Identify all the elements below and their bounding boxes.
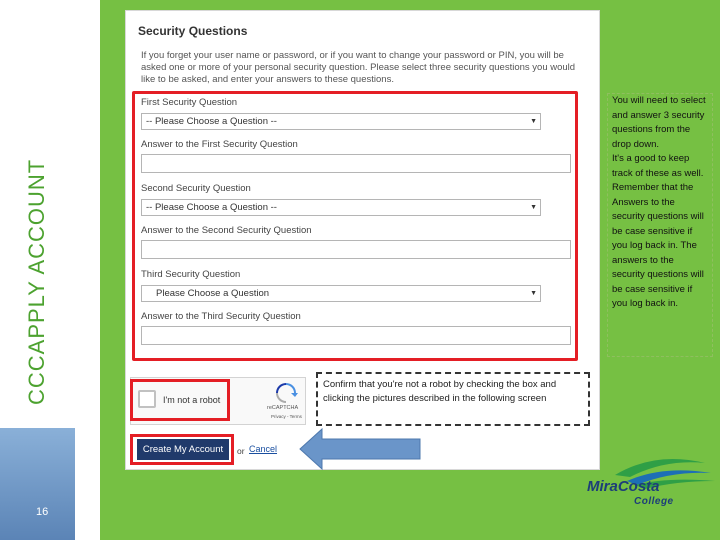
- chevron-down-icon: ▼: [530, 290, 537, 297]
- recaptcha-label: I'm not a robot: [163, 395, 221, 405]
- second-question-label: Second Security Question: [141, 183, 251, 194]
- first-question-select-value: -- Please Choose a Question --: [146, 116, 277, 127]
- page-number: 16: [36, 506, 49, 518]
- side-note: [607, 93, 713, 357]
- second-answer-label: Answer to the Second Security Question: [141, 225, 312, 236]
- create-account-button[interactable]: Create My Account: [137, 439, 229, 460]
- form-title: Security Questions: [138, 24, 248, 38]
- form-intro-text: If you forget your user name or password, or if you want to change your password or PIN, you will be asked one or more of your personal security question. Please select three security questions you would like to be asked, and enter your answers to these questions.: [141, 50, 576, 85]
- second-question-select-value: -- Please Choose a Question --: [146, 202, 277, 213]
- second-answer-input[interactable]: [141, 240, 571, 259]
- second-question-select[interactable]: [141, 199, 541, 216]
- first-question-select[interactable]: [141, 113, 541, 130]
- recaptcha-logo-icon: [274, 383, 298, 403]
- recaptcha-links[interactable]: Privacy - Terms: [271, 414, 302, 419]
- logo-text-miracosta: MiraCosta: [587, 478, 660, 495]
- third-answer-label: Answer to the Third Security Question: [141, 311, 301, 322]
- or-separator: or: [237, 446, 245, 456]
- chevron-down-icon: ▼: [530, 118, 537, 125]
- vertical-slide-title: CCCAPPLY ACCOUNT: [24, 158, 49, 405]
- side-note-paragraph: You will need to select and answer 3 security questions from the drop down.: [612, 95, 706, 150]
- captcha-callout: Confirm that you're not a robot by checking the box and clicking the pictures described in the following screen: [316, 372, 590, 426]
- third-answer-input[interactable]: [141, 326, 571, 345]
- recaptcha-brand: reCAPTCHA: [267, 405, 299, 411]
- page-number-bar: [0, 428, 75, 540]
- cancel-link[interactable]: Cancel: [249, 444, 278, 454]
- side-note-paragraph: It's a good to keep track of these as well. Remember that the Answers to the security questions will be case sensitive if you log back in. The answers to the security questions will be case sensitive if you log back in.: [612, 153, 704, 309]
- chevron-down-icon: ▼: [530, 204, 537, 211]
- left-arrow-icon: [298, 426, 424, 472]
- third-question-label: Third Security Question: [141, 269, 241, 280]
- logo-text-college: College: [634, 496, 674, 507]
- first-question-label: First Security Question: [141, 97, 238, 108]
- first-answer-label: Answer to the First Security Question: [141, 139, 298, 150]
- first-answer-input[interactable]: [141, 154, 571, 173]
- recaptcha-checkbox[interactable]: [138, 390, 156, 408]
- third-question-select[interactable]: [141, 285, 541, 302]
- third-question-select-value: Please Choose a Question: [156, 288, 270, 299]
